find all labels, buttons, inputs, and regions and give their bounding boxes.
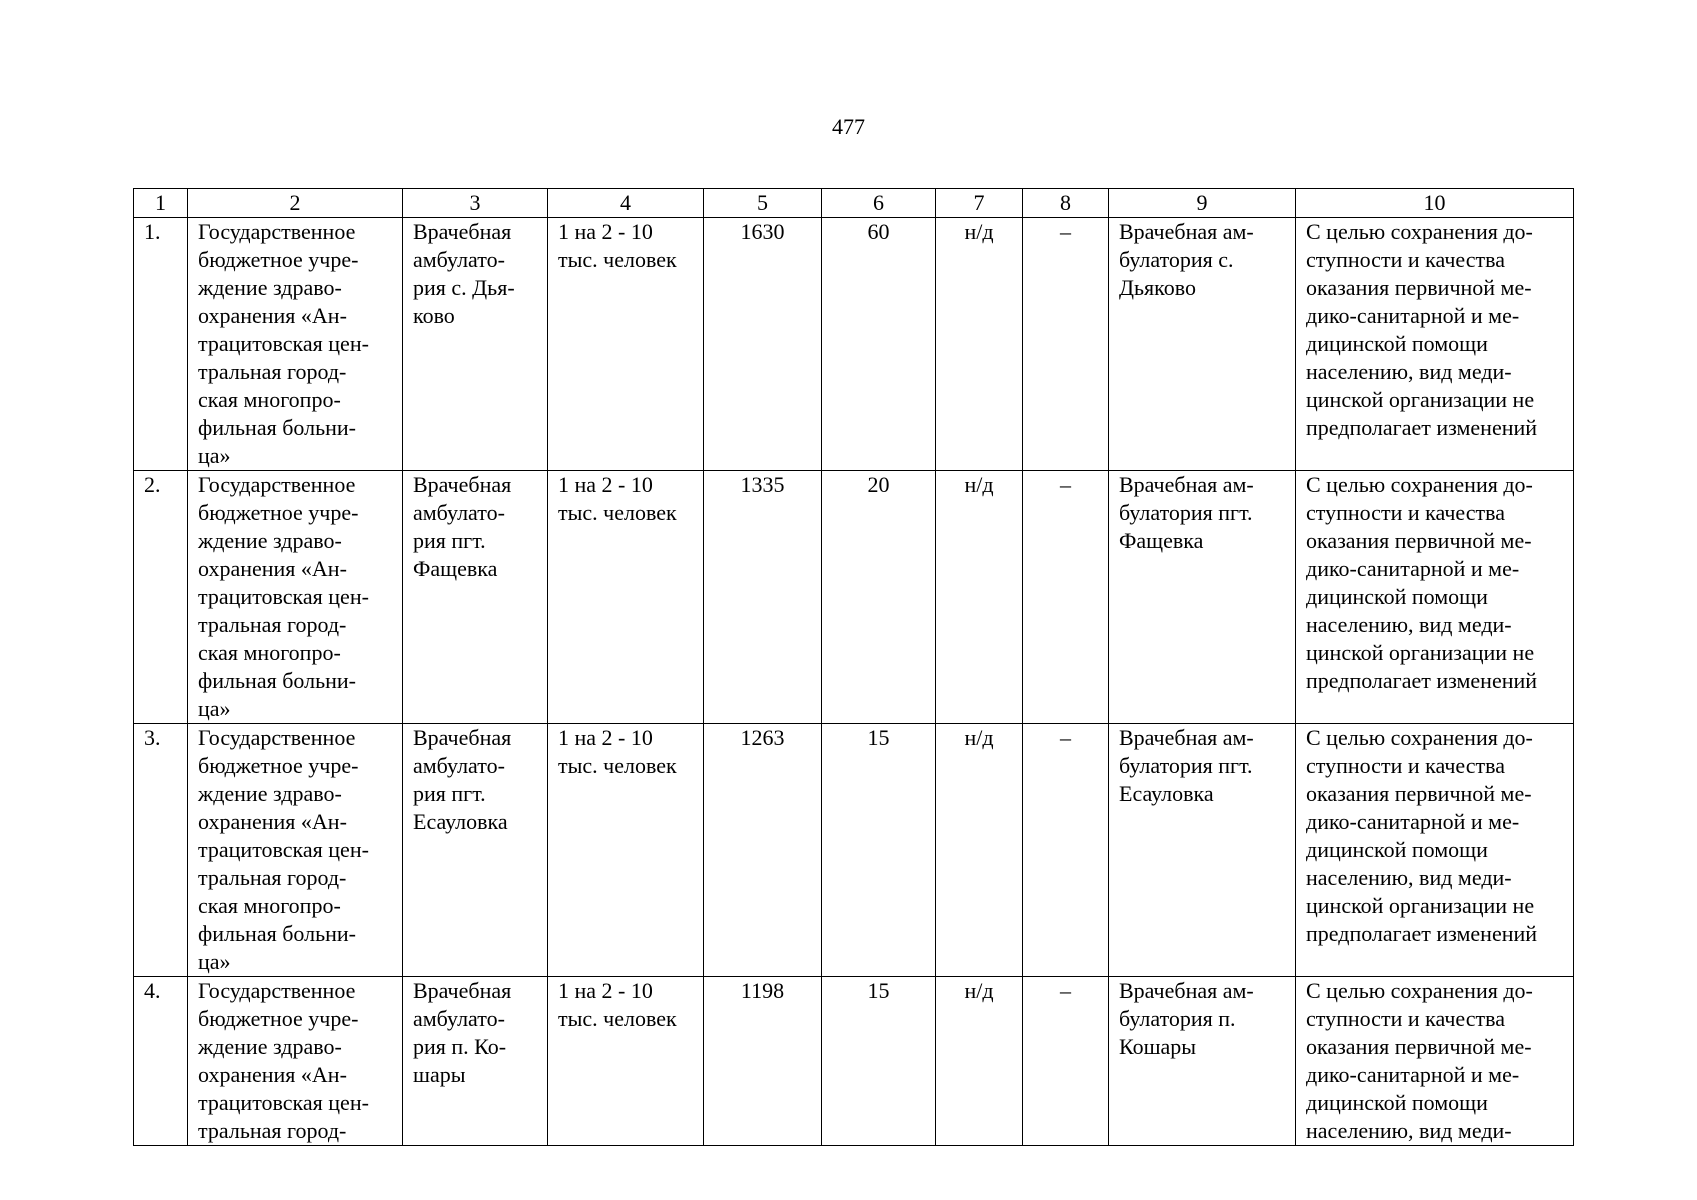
- rationale-cell: С целью сохранения до- ступности и качества оказания первичной ме- дико-санитарной и ме- дицинской помощи населению, вид меди- цинской организации не предполагает изменений: [1296, 218, 1574, 471]
- institution-cell: Государственное бюджетное учре- ждение здраво- охранения «Ан- трацитовская цен- тральная город- ская многопро- фильная больни- ца»: [188, 218, 403, 471]
- column-header: 10: [1296, 189, 1574, 218]
- unit-cell: Врачебная амбулато- рия п. Ко- шары: [403, 977, 548, 1146]
- value-cell: 1335: [704, 471, 822, 724]
- table-row: [134, 724, 1574, 977]
- value-cell: н/д: [936, 218, 1023, 471]
- table-row: [134, 471, 1574, 724]
- column-header: 2: [188, 189, 403, 218]
- value-cell: н/д: [936, 471, 1023, 724]
- target-unit-cell: Врачебная ам- булатория п. Кошары: [1109, 977, 1296, 1146]
- row-number: 3.: [134, 724, 188, 977]
- column-header: 8: [1023, 189, 1109, 218]
- column-header: 3: [403, 189, 548, 218]
- column-header: 1: [134, 189, 188, 218]
- column-header: 5: [704, 189, 822, 218]
- institution-cell: Государственное бюджетное учре- ждение здраво- охранения «Ан- трацитовская цен- тральная город- ская многопро- фильная больни- ца»: [188, 724, 403, 977]
- row-number: 1.: [134, 218, 188, 471]
- facilities-table: [133, 188, 1574, 1146]
- value-cell: 1263: [704, 724, 822, 977]
- value-cell: –: [1023, 724, 1109, 977]
- norm-cell: 1 на 2 - 10 тыс. человек: [548, 977, 704, 1146]
- unit-cell: Врачебная амбулато- рия с. Дья- ково: [403, 218, 548, 471]
- column-header: 9: [1109, 189, 1296, 218]
- value-cell: 1198: [704, 977, 822, 1146]
- table-row: [134, 977, 1574, 1146]
- column-header: 7: [936, 189, 1023, 218]
- value-cell: н/д: [936, 724, 1023, 977]
- value-cell: 1630: [704, 218, 822, 471]
- norm-cell: 1 на 2 - 10 тыс. человек: [548, 724, 704, 977]
- norm-cell: 1 на 2 - 10 тыс. человек: [548, 218, 704, 471]
- value-cell: 60: [822, 218, 936, 471]
- value-cell: –: [1023, 471, 1109, 724]
- value-cell: 15: [822, 977, 936, 1146]
- target-unit-cell: Врачебная ам- булатория пгт. Есауловка: [1109, 724, 1296, 977]
- rationale-cell: С целью сохранения до- ступности и качества оказания первичной ме- дико-санитарной и ме- дицинской помощи населению, вид меди- цинской организации не предполагает изменений: [1296, 724, 1574, 977]
- row-number: 2.: [134, 471, 188, 724]
- value-cell: –: [1023, 218, 1109, 471]
- column-header: 4: [548, 189, 704, 218]
- target-unit-cell: Врачебная ам- булатория пгт. Фащевка: [1109, 471, 1296, 724]
- page-number: 477: [832, 114, 865, 139]
- value-cell: –: [1023, 977, 1109, 1146]
- institution-cell: Государственное бюджетное учре- ждение здраво- охранения «Ан- трацитовская цен- тральная город-: [188, 977, 403, 1146]
- unit-cell: Врачебная амбулато- рия пгт. Есауловка: [403, 724, 548, 977]
- institution-cell: Государственное бюджетное учре- ждение здраво- охранения «Ан- трацитовская цен- тральная город- ская многопро- фильная больни- ца»: [188, 471, 403, 724]
- row-number: 4.: [134, 977, 188, 1146]
- norm-cell: 1 на 2 - 10 тыс. человек: [548, 471, 704, 724]
- rationale-cell: С целью сохранения до- ступности и качества оказания первичной ме- дико-санитарной и ме- дицинской помощи населению, вид меди- цинской организации не предполагает изменений: [1296, 471, 1574, 724]
- column-header: 6: [822, 189, 936, 218]
- unit-cell: Врачебная амбулато- рия пгт. Фащевка: [403, 471, 548, 724]
- table-row: [134, 218, 1574, 471]
- column-number-row: [134, 189, 1574, 218]
- value-cell: н/д: [936, 977, 1023, 1146]
- value-cell: 20: [822, 471, 936, 724]
- value-cell: 15: [822, 724, 936, 977]
- target-unit-cell: Врачебная ам- булатория с. Дьяково: [1109, 218, 1296, 471]
- rationale-cell: С целью сохранения до- ступности и качества оказания первичной ме- дико-санитарной и ме- дицинской помощи населению, вид меди-: [1296, 977, 1574, 1146]
